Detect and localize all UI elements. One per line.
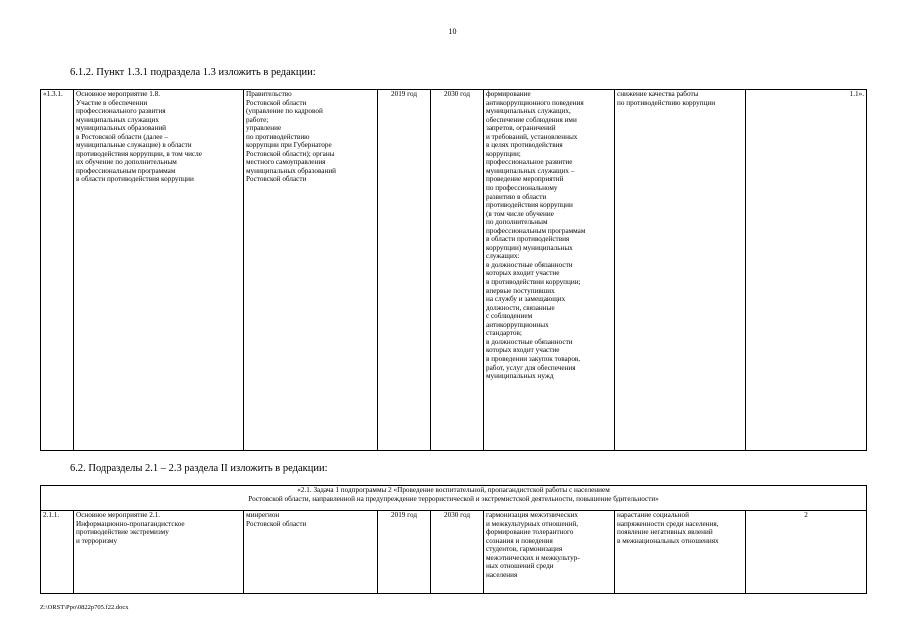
text-line: по противодействию коррупции	[617, 98, 716, 107]
text-line: в проведении закупок товаров,	[486, 354, 581, 363]
text-line: по противодействию	[246, 132, 310, 141]
table-activity-1-3-1	[40, 89, 867, 451]
table-row	[41, 90, 867, 451]
table-task-2-1	[40, 485, 867, 594]
text-line: их обучение по дополнительным	[76, 158, 177, 167]
text-line: Участие в обеспечении	[76, 98, 148, 107]
text-line: местного самоуправления	[246, 158, 326, 167]
text-line: гармонизация межэтнических	[486, 511, 579, 519]
text-line: муниципальных нужд	[486, 372, 554, 381]
text-line: и межкультурных отношений,	[486, 519, 579, 528]
text-line: антикоррупционных	[486, 320, 549, 329]
cell-end-year: 2030 год	[431, 511, 484, 594]
text-line: развитию в области	[486, 192, 547, 201]
text-line: студентов, гармонизация	[486, 545, 563, 554]
cell-event	[74, 90, 244, 451]
text-line: минрегион	[246, 511, 280, 519]
task-header: «2.1. Задача 1 подпрограммы 2 «Проведение воспитательной, пропагандистской работы с населением Ростовской области, направленной на предупреждение террористической и экстремистской деятельности, повышение бдительности»	[41, 486, 867, 511]
text-line: противодействия коррупции, в том числе	[76, 149, 202, 158]
text-line: которых входит участие	[486, 269, 560, 278]
page-number: 10	[448, 27, 457, 36]
text-line: обеспечение соблюдения ими	[486, 115, 577, 124]
text-line: в противодействии коррупции;	[486, 278, 581, 287]
text-line: Ростовской области); органы	[246, 149, 335, 158]
text-line: коррупции при Губернаторе	[246, 141, 332, 150]
text-line: которых входит участие	[486, 346, 560, 355]
text-line: муниципальных служащих,	[486, 107, 571, 116]
text-line: Ростовской области	[246, 175, 307, 184]
text-line: с соблюдением	[486, 312, 533, 321]
text-line: служащих:	[486, 252, 520, 261]
text-line: появление негативных явлений	[617, 528, 713, 537]
text-line: противодействие экстремизму	[76, 528, 169, 537]
text-line: должности, связанные	[486, 303, 555, 312]
text-line: коррупции) муниципальных	[486, 243, 573, 252]
text-line: Ростовской области	[246, 98, 307, 107]
text-line: муниципальных служащих	[76, 115, 159, 124]
text-line: профессионального развития	[76, 107, 166, 116]
text-line: ных отношений среди	[486, 562, 554, 571]
cell-consequence	[615, 90, 746, 451]
text-line: и требований, установленных	[486, 132, 578, 141]
section-heading-6-1-2: 6.1.2. Пункт 1.3.1 подраздела 1.3 изложить в редакции:	[70, 67, 316, 78]
text-line: формирование толерантного	[486, 528, 574, 537]
text-line: Основное мероприятие 1.8.	[76, 90, 161, 98]
text-line: запретов, ограничений	[486, 124, 556, 133]
text-line: коррупции;	[486, 149, 521, 158]
text-line: напряженности среди населения,	[617, 519, 719, 528]
text-line: антикоррупционного поведения	[486, 98, 584, 107]
text-line: Информационно-пропагандистское	[76, 519, 185, 528]
cell-expected-result	[484, 511, 615, 594]
text-line: формирование	[486, 90, 531, 98]
text-line: сознания и поведения	[486, 536, 553, 545]
cell-expected-result	[484, 90, 615, 451]
text-line: проведение мероприятий	[486, 175, 564, 184]
text-line: муниципальных служащих –	[486, 166, 575, 175]
text-line: снижение качества работы	[617, 90, 699, 98]
text-line: (управление по кадровой	[246, 107, 323, 116]
cell-link: 1.1».	[746, 90, 867, 451]
text-line: профессиональное развитие	[486, 158, 573, 167]
cell-executor	[244, 90, 378, 451]
file-path-footer: Z:\ORST\Ppo\0822p705.f22.docx	[40, 604, 129, 611]
text-line: стандартов;	[486, 329, 522, 338]
text-line: управление	[246, 124, 282, 133]
text-line: по дополнительным	[486, 218, 548, 227]
text-line: в области противодействия	[486, 235, 570, 244]
text-line: в целях противодействия	[486, 141, 563, 150]
cell-start-year: 2019 год	[378, 90, 431, 451]
section-heading-6-2: 6.2. Подразделы 2.1 – 2.3 раздела II изложить в редакции:	[70, 463, 328, 474]
table-header-row	[41, 486, 867, 511]
text-line: на службу и замещающих	[486, 295, 566, 304]
cell-end-year: 2030 год	[431, 90, 484, 451]
text-line: работе;	[246, 115, 269, 124]
text-line: противодействия коррупции	[486, 201, 573, 210]
text-line: Основное мероприятие 2.1.	[76, 511, 161, 519]
text-line: Ростовской области	[246, 519, 307, 528]
text-line: работ, услуг для обеспечения	[486, 363, 576, 372]
text-line: в должностные обязанности	[486, 260, 573, 269]
table-row	[41, 511, 867, 594]
text-line: межэтнических и межкультур-	[486, 553, 580, 562]
cell-number: «1.3.1.	[41, 90, 74, 451]
text-line: муниципальных образований	[246, 166, 337, 175]
cell-start-year: 2019 год	[378, 511, 431, 594]
cell-number: 2.1.1.	[41, 511, 74, 594]
text-line: в межнациональных отношениях	[617, 536, 719, 545]
text-line: Правительство	[246, 90, 292, 98]
cell-link: 2	[746, 511, 867, 594]
text-line: впервые поступивших	[486, 286, 555, 295]
text-line: (в том числе обучение	[486, 209, 554, 218]
text-line: в должностные обязанности	[486, 337, 573, 346]
text-line: в Ростовской области (далее –	[76, 132, 169, 141]
cell-event	[74, 511, 244, 594]
text-line: в области противодействия коррупции	[76, 175, 194, 184]
text-line: муниципальных образований	[76, 124, 167, 133]
text-line: нарастание социальной	[617, 511, 689, 519]
cell-executor	[244, 511, 378, 594]
cell-consequence	[615, 511, 746, 594]
text-line: по профессиональному	[486, 184, 558, 193]
text-line: профессиональным программам	[76, 166, 176, 175]
text-line: и терроризму	[76, 536, 118, 545]
text-line: населения	[486, 570, 518, 579]
text-line: профессиональным программам	[486, 226, 586, 235]
text-line: муниципальные служащие) в области	[76, 141, 192, 150]
